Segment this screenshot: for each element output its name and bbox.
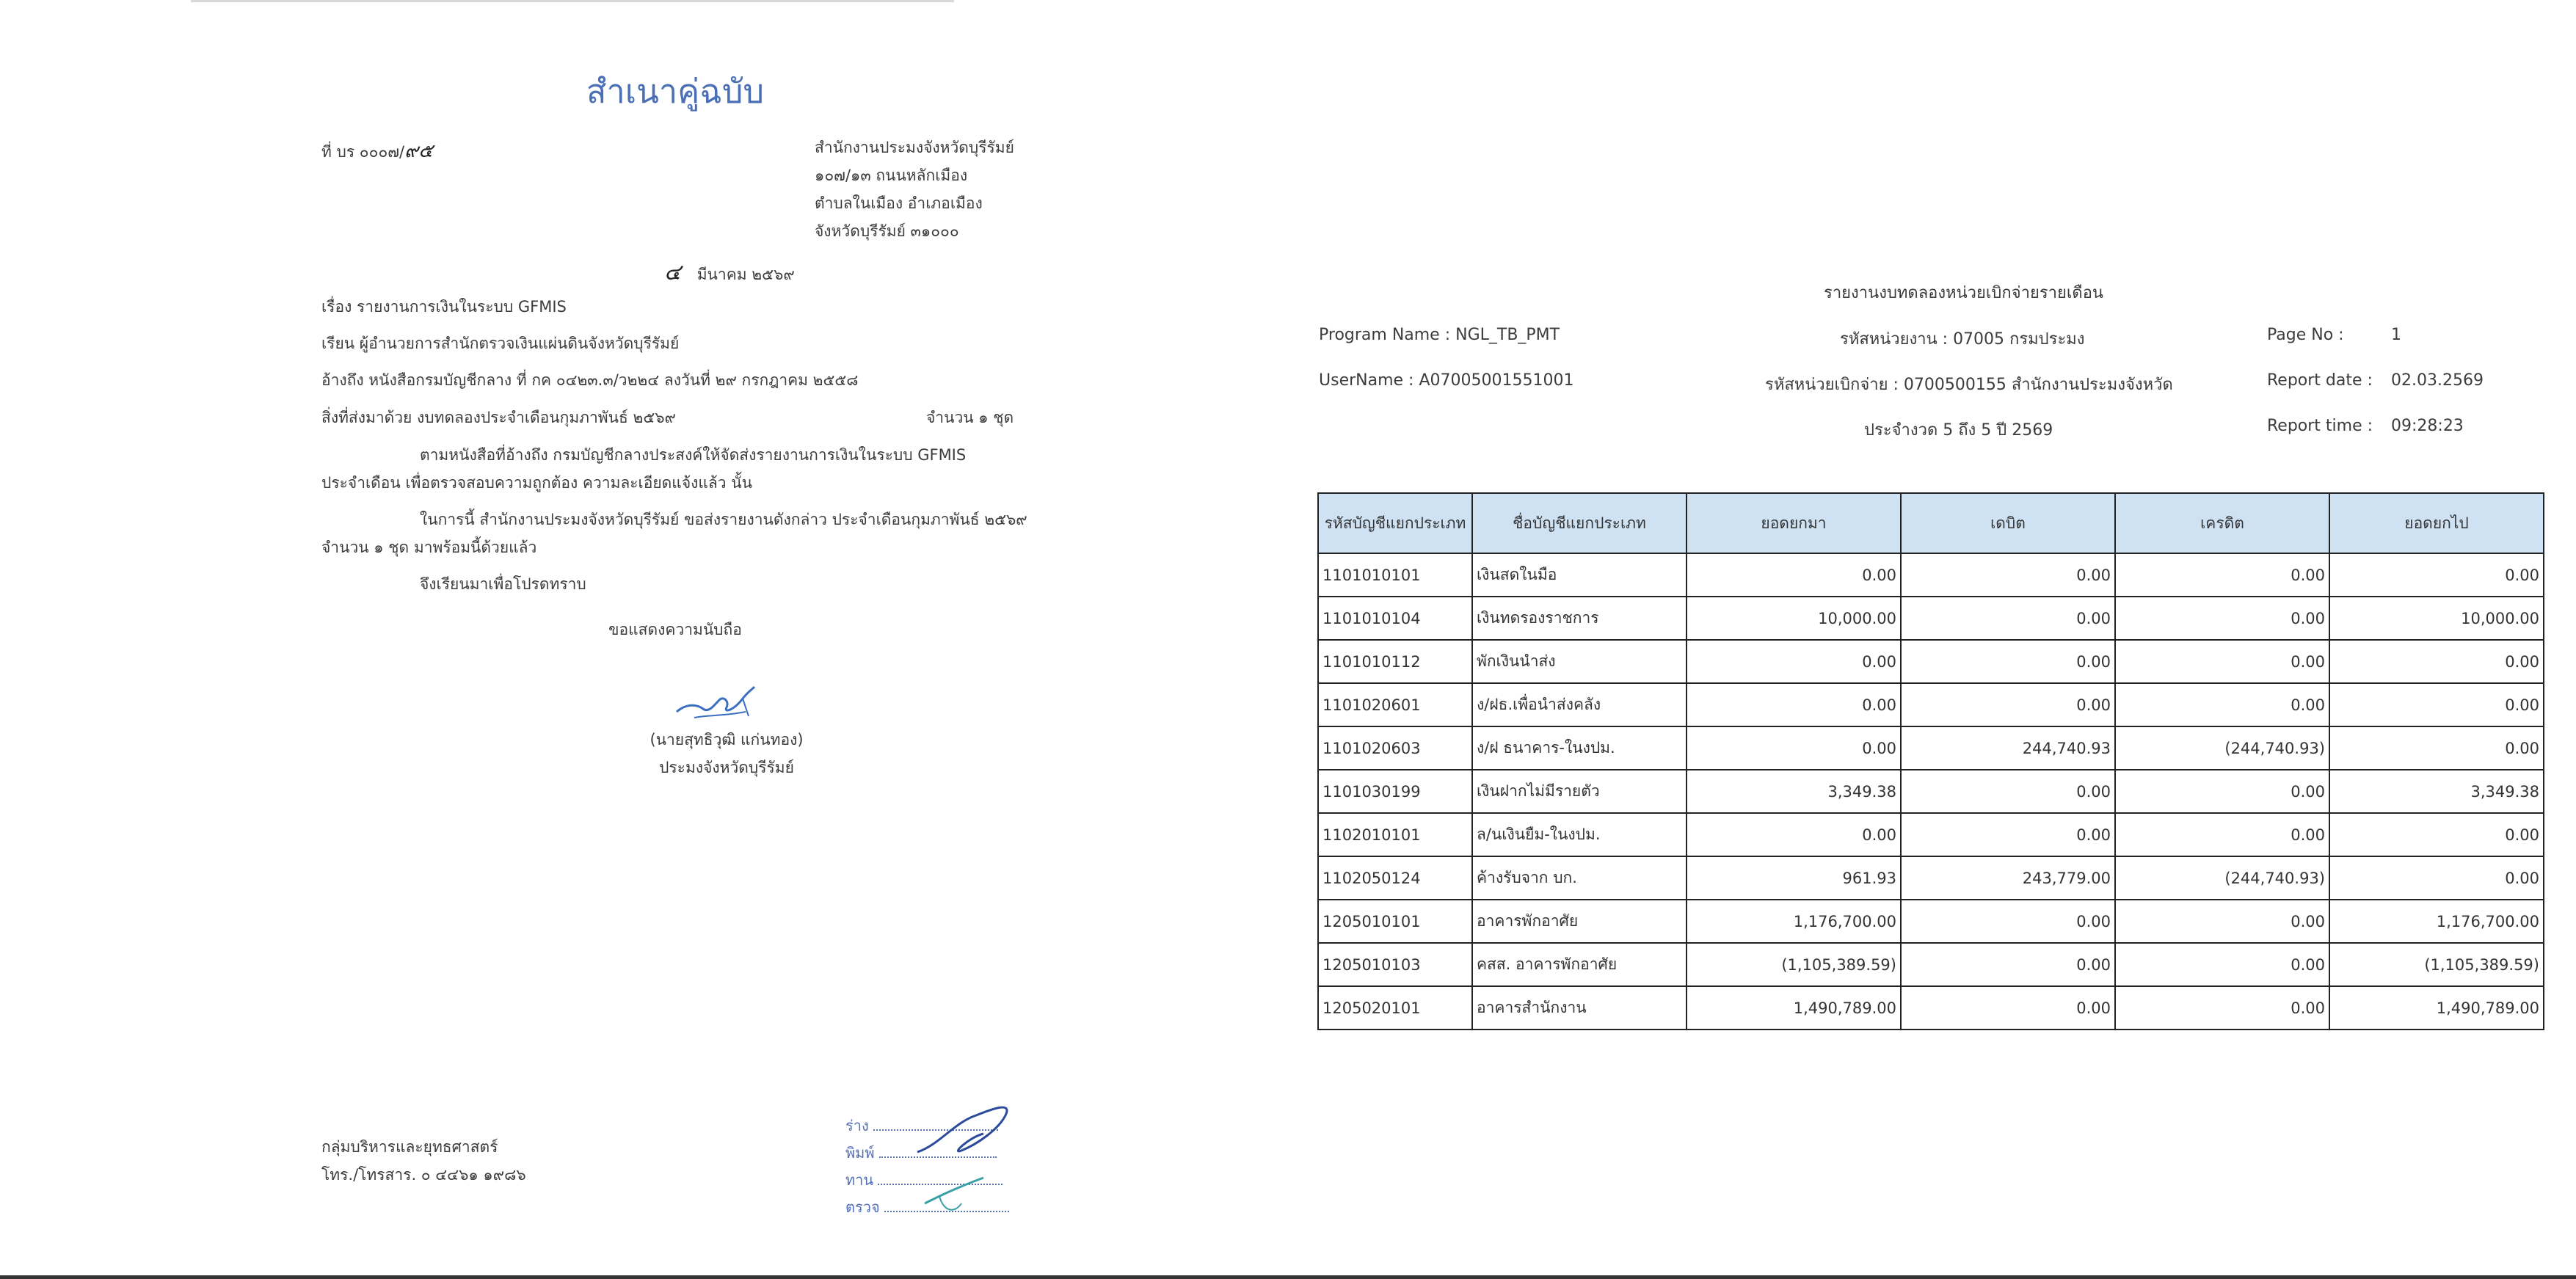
signer-name: (นายสุทธิวุฒิ แก่นทอง)	[650, 731, 804, 748]
table-row	[1318, 597, 2544, 640]
table-header-row	[1318, 493, 2544, 553]
letter-date-text: มีนาคม ๒๕๖๙	[696, 266, 795, 283]
credit-cell: 0.00	[2115, 986, 2329, 1030]
account-name-cell: ล/นเงินยืม-ในงปม.	[1472, 813, 1687, 856]
table-row	[1318, 813, 2544, 856]
initials-type-label: พิมพ์	[845, 1144, 875, 1162]
sender-address-line-4: จังหวัดบุรีรัมย์ ๓๑๐๐๐	[815, 222, 959, 240]
table-row	[1318, 770, 2544, 813]
report-time-value: 09:28:23	[2391, 417, 2464, 435]
debit-cell: 0.00	[1901, 597, 2115, 640]
column-header-closing-balance: ยอดยกไป	[2329, 493, 2544, 553]
debit-cell: 0.00	[1901, 986, 2115, 1030]
account-name-cell: อาคารสำนักงาน	[1472, 986, 1687, 1030]
table-row	[1318, 986, 2544, 1030]
initials-handwriting	[910, 1093, 1020, 1222]
initials-draft-label: ร่าง	[845, 1117, 869, 1134]
username: UserName : A07005001551001	[1319, 371, 1574, 390]
opening-balance-cell: 3,349.38	[1687, 770, 1901, 813]
signer-position: ประมงจังหวัดบุรีรัมย์	[659, 759, 794, 776]
debit-cell: 0.00	[1901, 943, 2115, 986]
account-code-cell: 1101010112	[1318, 640, 1472, 683]
account-code-cell: 1101010101	[1318, 553, 1472, 597]
page-value: 1	[2391, 326, 2401, 344]
closing-balance-cell: 10,000.00	[2329, 597, 2544, 640]
trial-balance-table	[1317, 492, 2544, 1030]
program-name: Program Name : NGL_TB_PMT	[1319, 326, 1560, 344]
debit-cell: 0.00	[1901, 683, 2115, 726]
account-name-cell: คสส. อาคารพักอาศัย	[1472, 943, 1687, 986]
account-name-cell: อาคารพักอาศัย	[1472, 900, 1687, 943]
opening-balance-cell: 0.00	[1687, 813, 1901, 856]
table-row	[1318, 683, 2544, 726]
paragraph-2-line-2: จำนวน ๑ ชุด มาพร้อมนี้ด้วยแล้ว	[321, 539, 537, 556]
table-row	[1318, 553, 2544, 597]
account-code-cell: 1205020101	[1318, 986, 1472, 1030]
scan-edge-line	[191, 0, 954, 2]
closing-balance-cell: (1,105,389.59)	[2329, 943, 2544, 986]
column-header-credit: เครดิต	[2115, 493, 2329, 553]
table-row	[1318, 900, 2544, 943]
closing-balance-cell: 0.00	[2329, 683, 2544, 726]
report-date-value: 02.03.2569	[2391, 371, 2484, 390]
closing-phrase: ขอแสดงความนับถือ	[608, 621, 742, 638]
closing-balance-cell: 1,176,700.00	[2329, 900, 2544, 943]
enclosure-count: จำนวน ๑ ชุด	[926, 409, 1014, 426]
debit-cell: 243,779.00	[1901, 856, 2115, 900]
initials-review-label: ทาน	[845, 1171, 874, 1189]
account-name-cell: ง/ฝธ.เพื่อนำส่งคลัง	[1472, 683, 1687, 726]
report-date-label: Report date :	[2267, 371, 2373, 390]
account-code-cell: 1101020603	[1318, 726, 1472, 770]
closing-balance-cell: 0.00	[2329, 640, 2544, 683]
column-header-debit: เดบิต	[1901, 493, 2115, 553]
document-number-handwritten: ๙๕	[404, 140, 433, 162]
column-header-opening-balance: ยอดยกมา	[1687, 493, 1901, 553]
initials-check-label: ตรวจ	[845, 1198, 880, 1216]
account-name-cell: เงินทดรองราชการ	[1472, 597, 1687, 640]
closing-balance-cell: 0.00	[2329, 553, 2544, 597]
opening-balance-cell: 0.00	[1687, 640, 1901, 683]
account-code-cell: 1102050124	[1318, 856, 1472, 900]
sender-address-line-3: ตำบลในเมือง อำเภอเมือง	[815, 194, 983, 212]
closing-balance-cell: 0.00	[2329, 856, 2544, 900]
debit-cell: 0.00	[1901, 640, 2115, 683]
scan-edge-line	[0, 1275, 2576, 1279]
credit-cell: 0.00	[2115, 683, 2329, 726]
report-time-label: Report time :	[2267, 417, 2373, 435]
document-number-prefix: ที่ บร ๐๐๐๗/	[321, 143, 405, 161]
account-code-cell: 1101020601	[1318, 683, 1472, 726]
opening-balance-cell: 0.00	[1687, 726, 1901, 770]
opening-balance-cell: 0.00	[1687, 553, 1901, 597]
page-label: Page No :	[2267, 326, 2344, 344]
debit-cell: 0.00	[1901, 900, 2115, 943]
sender-address-line-2: ๑๐๗/๑๓ ถนนหลักเมือง	[815, 167, 968, 184]
table-row	[1318, 943, 2544, 986]
report-period: ประจำงวด 5 ถึง 5 ปี 2569	[1864, 421, 2053, 440]
letter-subject: เรื่อง รายงานการเงินในระบบ GFMIS	[321, 298, 567, 316]
sender-address-line-1: สำนักงานประมงจังหวัดบุรีรัมย์	[815, 139, 1014, 156]
agency-code: รหัสหน่วยงาน : 07005 กรมประมง	[1840, 330, 2085, 349]
disbursing-unit: รหัสหน่วยเบิกจ่าย : 0700500155 สำนักงานประมงจังหวัด	[1765, 376, 2173, 394]
opening-balance-cell: 10,000.00	[1687, 597, 1901, 640]
credit-cell: 0.00	[2115, 813, 2329, 856]
debit-cell: 244,740.93	[1901, 726, 2115, 770]
opening-balance-cell: 961.93	[1687, 856, 1901, 900]
column-header-account-name: ชื่อบัญชีแยกประเภท	[1472, 493, 1687, 553]
account-name-cell: ง/ฝ ธนาคาร-ในงปม.	[1472, 726, 1687, 770]
credit-cell: 0.00	[2115, 900, 2329, 943]
paragraph-1-line-2: ประจำเดือน เพื่อตรวจสอบความถูกต้อง ความละเอียดแจ้งแล้ว นั้น	[321, 474, 752, 492]
debit-cell: 0.00	[1901, 553, 2115, 597]
credit-cell: 0.00	[2115, 770, 2329, 813]
credit-cell: (244,740.93)	[2115, 856, 2329, 900]
department-name: กลุ่มบริหารและยุทธศาสตร์	[321, 1138, 498, 1156]
debit-cell: 0.00	[1901, 813, 2115, 856]
letter-date	[664, 255, 795, 290]
opening-balance-cell: 0.00	[1687, 683, 1901, 726]
account-name-cell: เงินฝากไม่มีรายตัว	[1472, 770, 1687, 813]
letter-recipient: เรียน ผู้อำนวยการสำนักตรวจเงินแผ่นดินจังหวัดบุรีรัมย์	[321, 335, 680, 352]
table-row	[1318, 640, 2544, 683]
letter-date-day-handwritten: ๔	[664, 260, 681, 285]
report-title: รายงานงบทดลองหน่วยเบิกจ่ายรายเดือน	[1824, 284, 2103, 302]
table-row	[1318, 726, 2544, 770]
credit-cell: 0.00	[2115, 640, 2329, 683]
department-phone: โทร./โทรสาร. ๐ ๔๔๖๑ ๑๙๘๖	[321, 1166, 526, 1184]
opening-balance-cell: (1,105,389.59)	[1687, 943, 1901, 986]
paragraph-2-line-1: ในการนี้ สำนักงานประมงจังหวัดบุรีรัมย์ ขอส่งรายงานดังกล่าว ประจำเดือนกุมภาพันธ์ ๒๕๖๙	[420, 511, 1027, 528]
closing-balance-cell: 1,490,789.00	[2329, 986, 2544, 1030]
account-name-cell: ค้างรับจาก บก.	[1472, 856, 1687, 900]
document-number	[321, 136, 433, 166]
account-name-cell: พักเงินนำส่ง	[1472, 640, 1687, 683]
closing-balance-cell: 0.00	[2329, 726, 2544, 770]
opening-balance-cell: 1,176,700.00	[1687, 900, 1901, 943]
credit-cell: 0.00	[2115, 553, 2329, 597]
table-row	[1318, 856, 2544, 900]
account-code-cell: 1205010103	[1318, 943, 1472, 986]
account-name-cell: เงินสดในมือ	[1472, 553, 1687, 597]
closing-balance-cell: 0.00	[2329, 813, 2544, 856]
column-header-account-code: รหัสบัญชีแยกประเภท	[1318, 493, 1472, 553]
letter-enclosure: สิ่งที่ส่งมาด้วย งบทดลองประจำเดือนกุมภาพันธ์ ๒๕๖๙	[321, 409, 676, 426]
handwritten-signature	[672, 682, 760, 726]
closing-balance-cell: 3,349.38	[2329, 770, 2544, 813]
opening-balance-cell: 1,490,789.00	[1687, 986, 1901, 1030]
account-code-cell: 1102010101	[1318, 813, 1472, 856]
credit-cell: 0.00	[2115, 597, 2329, 640]
letter-reference: อ้างถึง หนังสือกรมบัญชีกลาง ที่ กค ๐๔๒๓.๓/ว๒๒๔ ลงวันที่ ๒๙ กรกฎาคม ๒๕๕๘	[321, 371, 859, 389]
account-code-cell: 1101010104	[1318, 597, 1472, 640]
paragraph-1-line-1: ตามหนังสือที่อ้างถึง กรมบัญชีกลางประสงค์ให้จัดส่งรายงานการเงินในระบบ GFMIS	[420, 446, 967, 464]
paragraph-3: จึงเรียนมาเพื่อโปรดทราบ	[420, 575, 586, 593]
account-code-cell: 1101030199	[1318, 770, 1472, 813]
credit-cell: (244,740.93)	[2115, 726, 2329, 770]
debit-cell: 0.00	[1901, 770, 2115, 813]
credit-cell: 0.00	[2115, 943, 2329, 986]
copy-stamp-title: สำเนาคู่ฉบับ	[586, 72, 765, 111]
account-code-cell: 1205010101	[1318, 900, 1472, 943]
